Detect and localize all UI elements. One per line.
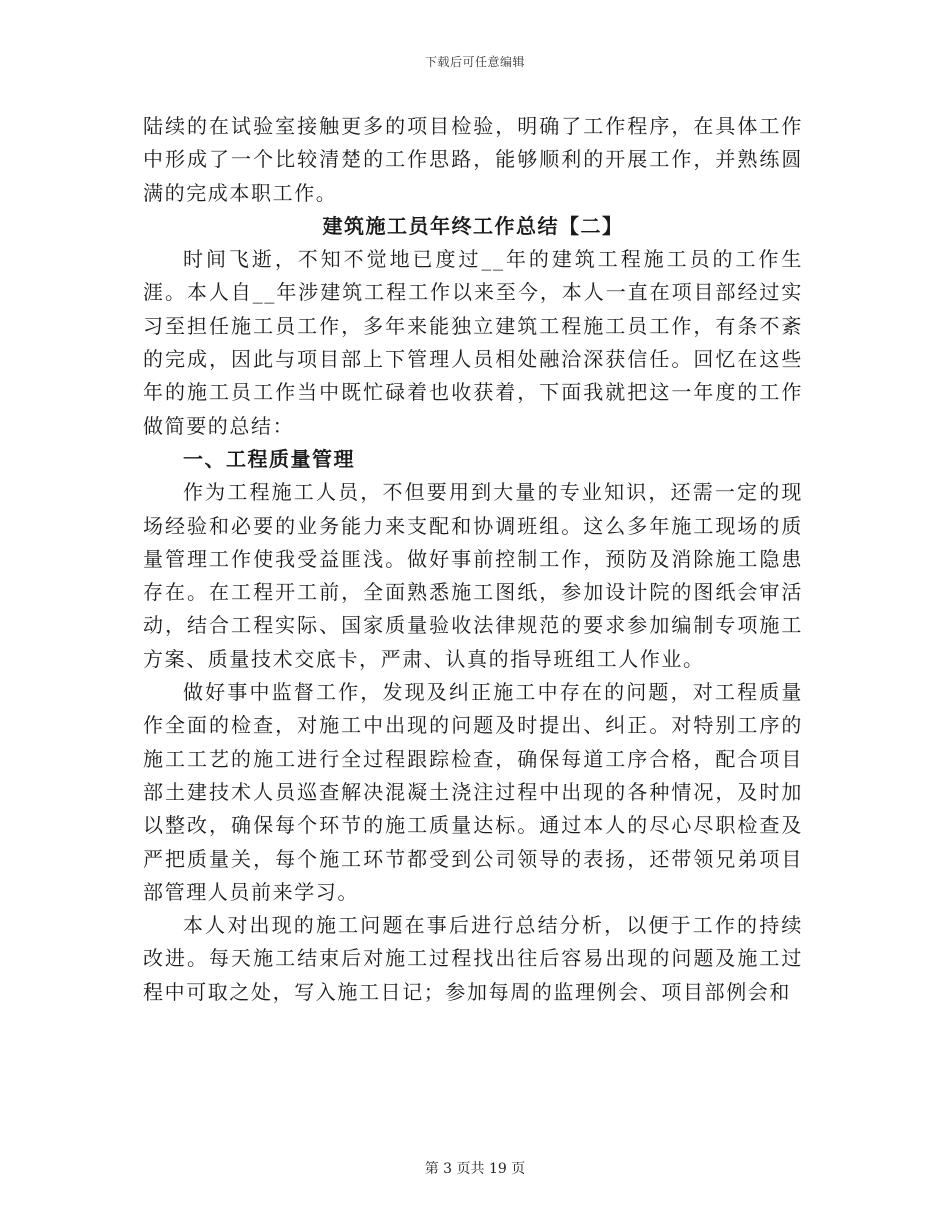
paragraph-intro: 时间飞逝，不知不觉地已度过__年的建筑工程施工员的工作生涯。本人自__年涉建筑工程工作以来至今，本人一直在项目部经过实习至担任施工员工作，多年来能独立建筑工程施工员工作，有条不紊的完成，因此与项目部上下管理人员相处融洽深获信任。回忆在这些年的施工员工作当中既忙碌着也收获着，下面我就把这一年度的工作做简要的总结： [143, 247, 803, 438]
document-body [143, 110, 803, 1009]
sub-section-title: 一、工程质量管理 [183, 446, 355, 471]
page-footer: 第 3 页共 19 页 [424, 1161, 526, 1177]
section-title: 建筑施工员年终工作总结【二】 [322, 213, 624, 238]
paragraph-quality-3: 本人对出现的施工问题在事后进行总结分析，以便于工作的持续改进。每天施工结束后对施工过程找出往后容易出现的问题及施工过程中可取之处，写入施工日记；参加每周的监理例会、项目部例会和 [143, 913, 803, 1004]
paragraph-continued: 陆续的在试验室接触更多的项目检验，明确了工作程序，在具体工作中形成了一个比较清楚的工作思路，能够顺利的开展工作，并熟练圆满的完成本职工作。 [143, 114, 803, 205]
paragraph-quality-1: 作为工程施工人员，不但要用到大量的专业知识，还需一定的现场经验和必要的业务能力来支配和协调班组。这么多年施工现场的质量管理工作使我受益匪浅。做好事前控制工作，预防及消除施工隐患存在。在工程开工前，全面熟悉施工图纸，参加设计院的图纸会审活动，结合工程实际、国家质量验收法律规范的要求参加编制专项施工方案、质量技术交底卡，严肃、认真的指导班组工人作业。 [143, 480, 803, 671]
page-header: 下载后可任意编辑 [424, 55, 525, 69]
paragraph-quality-2: 做好事中监督工作，发现及纠正施工中存在的问题，对工程质量作全面的检查，对施工中出现的问题及时提出、纠正。对特别工序的施工工艺的施工进行全过程跟踪检查，确保每道工序合格，配合项目部土建技术人员巡查解决混凝土浇注过程中出现的各种情况，及时加以整改，确保每个环节的施工质量达标。通过本人的尽心尽职检查及严把质量关，每个施工环节都受到公司领导的表扬，还带领兄弟项目部管理人员前来学习。 [143, 680, 803, 904]
